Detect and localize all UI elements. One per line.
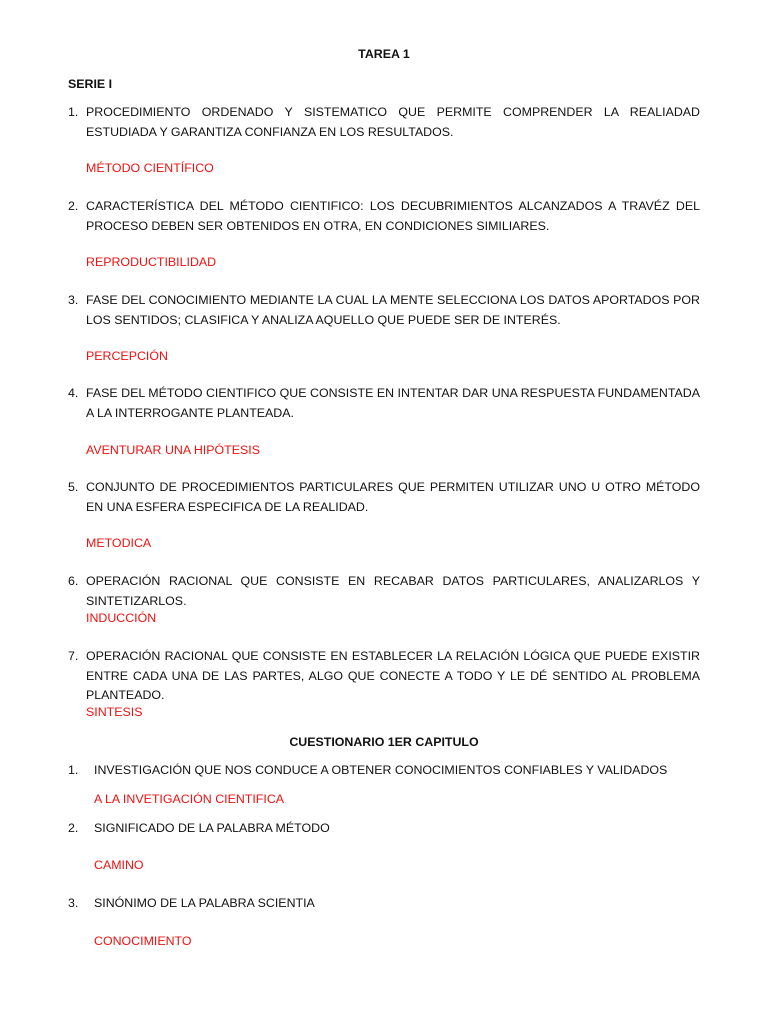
question-number: 7. <box>68 649 79 663</box>
question-number: 6. <box>68 574 79 588</box>
question-text: OPERACIÓN RACIONAL QUE CONSISTE EN ESTABLECER LA RELACIÓN LÓGICA QUE PUEDE EXISTIR ENTRE CADA UNA DE LAS PARTES, ALGO QUE CONECTE A TODO Y LE DÉ SENTIDO AL PROBLEMA PLANTEADO. <box>86 649 700 702</box>
answer-text: CONOCIMIENTO <box>94 934 192 948</box>
answer-text: METODICA <box>86 536 152 550</box>
answer-text: PERCEPCIÓN <box>86 349 168 363</box>
question-text: OPERACIÓN RACIONAL QUE CONSISTE EN RECABAR DATOS PARTICULARES, ANALIZARLOS Y SINTETIZARLOS. <box>86 574 700 608</box>
question-number: 5. <box>68 480 79 494</box>
question-number: 1. <box>68 763 79 777</box>
question-number: 2. <box>68 821 79 835</box>
answer-text: INDUCCIÓN <box>86 611 157 625</box>
question-text: CONJUNTO DE PROCEDIMIENTOS PARTICULARES QUE PERMITEN UTILIZAR UNO U OTRO MÉTODO EN UNA ESFERA ESPECIFICA DE LA REALIDAD. <box>86 480 700 514</box>
question-number: 3. <box>68 896 79 910</box>
question-item <box>68 291 700 330</box>
question-number: 1. <box>68 105 79 119</box>
question-item <box>68 478 700 517</box>
question-item <box>68 384 700 423</box>
question-item <box>68 197 700 236</box>
answer-text: A LA INVETIGACIÓN CIENTIFICA <box>94 792 285 806</box>
question-item <box>68 761 700 781</box>
question-number: 4. <box>68 386 79 400</box>
question-text: FASE DEL MÉTODO CIENTIFICO QUE CONSISTE EN INTENTAR DAR UNA RESPUESTA FUNDAMENTADA A LA INTERROGANTE PLANTEADA. <box>86 386 700 420</box>
question-text: SIGNIFICADO DE LA PALABRA MÉTODO <box>94 821 330 835</box>
question-text: CARACTERÍSTICA DEL MÉTODO CIENTIFICO: LOS DECUBRIMIENTOS ALCANZADOS A TRAVÉZ DEL PROCESO DEBEN SER OBTENIDOS EN OTRA, EN CONDICIONES SIMILIARES. <box>86 199 700 233</box>
question-text: FASE DEL CONOCIMIENTO MEDIANTE LA CUAL LA MENTE SELECCIONA LOS DATOS APORTADOS POR LOS SENTIDOS; CLASIFICA Y ANALIZA AQUELLO QUE PUEDE SER DE INTERÉS. <box>86 293 700 327</box>
document-title: TAREA 1 <box>358 47 410 61</box>
answer-text: REPRODUCTIBILIDAD <box>86 255 217 269</box>
answer-text: SINTESIS <box>86 705 143 719</box>
question-item <box>68 819 700 839</box>
answer-text: CAMINO <box>94 858 144 872</box>
question-number: 3. <box>68 293 79 307</box>
question-item <box>68 894 700 914</box>
question-text: INVESTIGACIÓN QUE NOS CONDUCE A OBTENER CONOCIMIENTOS CONFIABLES Y VALIDADOS <box>94 763 668 777</box>
question-item <box>68 572 700 611</box>
answer-text: AVENTURAR UNA HIPÓTESIS <box>86 443 260 457</box>
question-item <box>68 103 700 142</box>
question-text: PROCEDIMIENTO ORDENADO Y SISTEMATICO QUE PERMITE COMPRENDER LA REALIADAD ESTUDIADA Y GARANTIZA CONFIANZA EN LOS RESULTADOS. <box>86 105 700 139</box>
section-heading-cuestionario: CUESTIONARIO 1ER CAPITULO <box>289 735 479 749</box>
question-text: SINÓNIMO DE LA PALABRA SCIENTIA <box>94 896 315 910</box>
question-number: 2. <box>68 199 79 213</box>
section-heading-serie: SERIE I <box>68 77 113 91</box>
answer-text: MÉTODO CIENTÍFICO <box>86 161 214 175</box>
question-item <box>68 647 700 706</box>
